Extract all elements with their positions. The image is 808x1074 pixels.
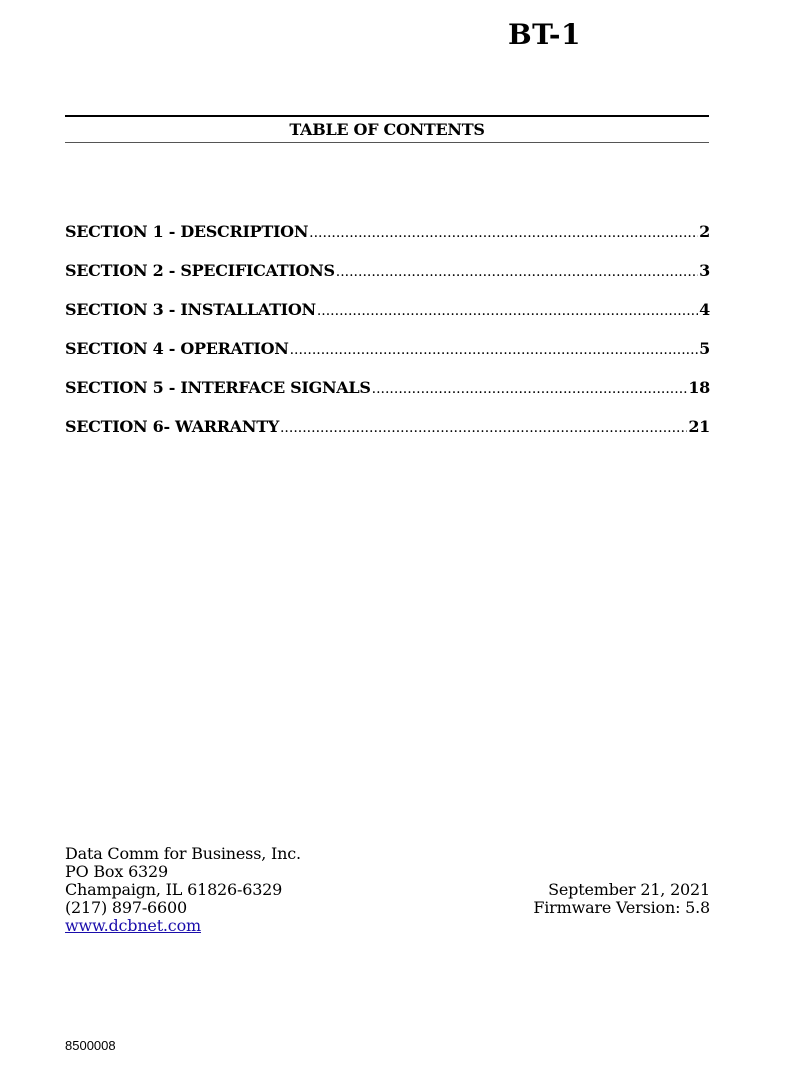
toc-dot-leader [336,264,698,280]
toc-entry-page: 3 [699,261,710,280]
toc-list [65,222,710,456]
toc-entry-label: SECTION 5 - INTERFACE SIGNALS [65,378,371,397]
company-phone: (217) 897-6600 [65,898,187,917]
toc-entry-interface-signals[interactable] [65,378,710,417]
toc-entry-page: 18 [688,378,710,397]
toc-entry-label: SECTION 6- WARRANTY [65,417,279,436]
company-website-link[interactable]: www.dcbnet.com [65,916,201,935]
toc-entry-page: 5 [699,339,710,358]
toc-dot-leader [372,381,688,397]
toc-title: TABLE OF CONTENTS [289,120,485,139]
toc-entry-warranty[interactable] [65,417,710,456]
part-number: 8500008 [65,1038,116,1053]
company-name: Data Comm for Business, Inc. [65,844,301,863]
document-meta-block [533,881,710,917]
company-address-block [65,845,301,935]
document-id: BT-1 [508,18,581,51]
company-po-box: PO Box 6329 [65,862,168,881]
bottom-rule [65,142,709,143]
toc-entry-operation[interactable] [65,339,710,378]
toc-entry-description[interactable] [65,222,710,261]
toc-entry-label: SECTION 2 - SPECIFICATIONS [65,261,335,280]
firmware-version: Firmware Version: 5.8 [533,898,710,917]
toc-entry-specifications[interactable] [65,261,710,300]
toc-entry-label: SECTION 1 - DESCRIPTION [65,222,309,241]
company-city: Champaign, IL 61826-6329 [65,880,283,899]
toc-entry-page: 4 [699,300,710,319]
toc-dot-leader [317,303,698,319]
toc-entry-page: 2 [699,222,710,241]
top-rule [65,115,709,117]
document-date: September 21, 2021 [548,880,710,899]
toc-dot-leader [280,420,687,436]
toc-entry-label: SECTION 4 - OPERATION [65,339,289,358]
toc-entry-page: 21 [688,417,710,436]
toc-dot-leader [309,225,698,241]
toc-dot-leader [290,342,699,358]
toc-entry-installation[interactable] [65,300,710,339]
toc-entry-label: SECTION 3 - INSTALLATION [65,300,316,319]
